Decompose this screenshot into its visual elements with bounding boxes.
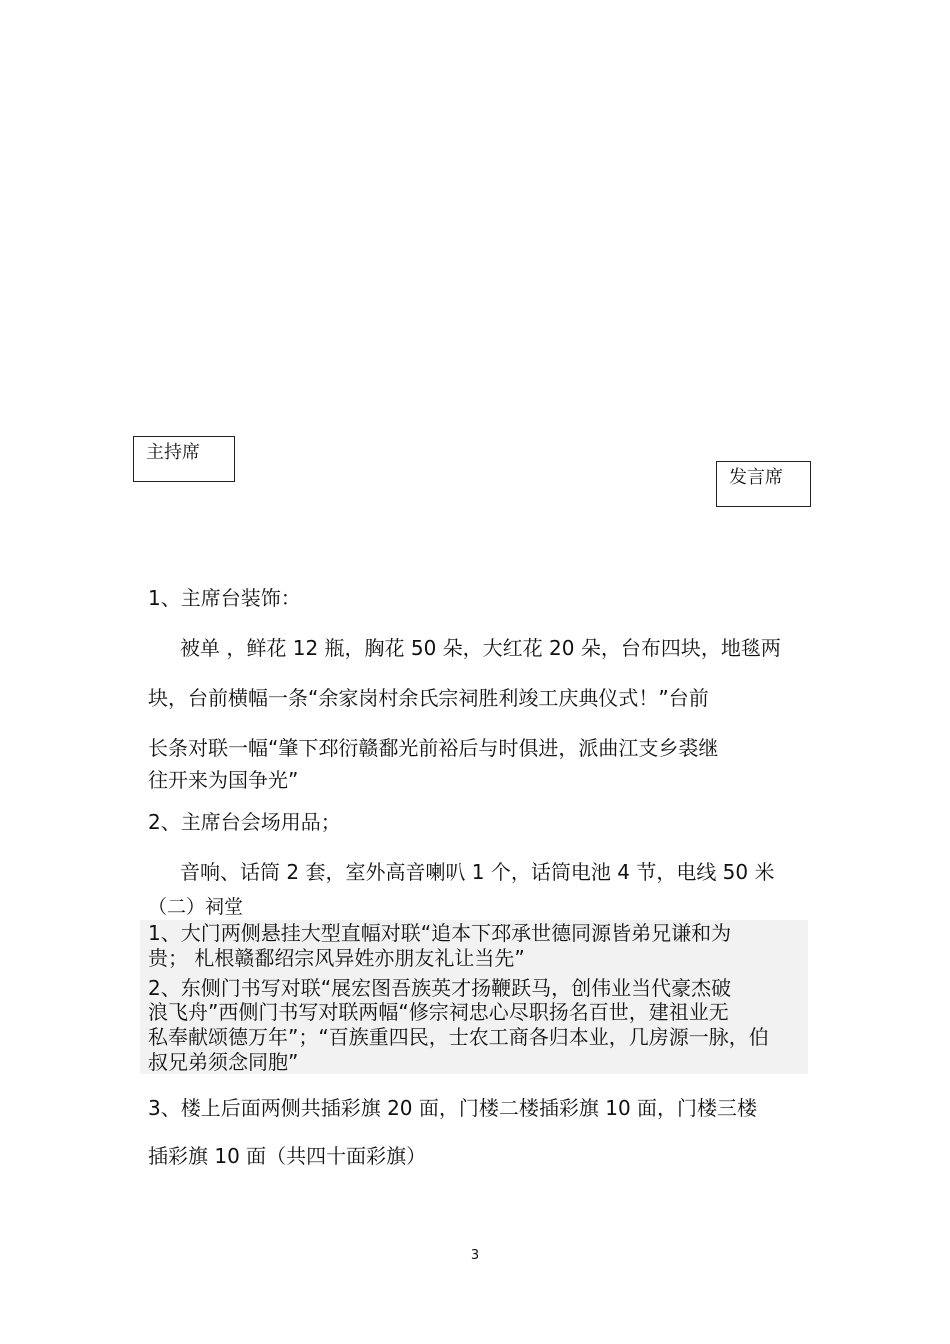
hall-item1-line-1: 1、大门两侧悬挂大型直幅对联“追本下邳承世德同源皆弟兄谦和为 (148, 921, 732, 945)
hall-item2-line-3: 私奉献颂德万年”；“百族重四民，士农工商各归本业，几房源一脉，伯 (148, 1025, 769, 1049)
hall-item2-line-2: 浪飞舟”西侧门书写对联两幅“修宗祠忠心尽职扬名百世，建祖业无 (148, 1000, 729, 1024)
hall-item2-line-4: 叔兄弟须念同胞” (148, 1050, 299, 1074)
ancestral-hall-heading: （二）祠堂 (148, 896, 244, 918)
section2-heading: 2、主席台会场用品； (148, 810, 341, 834)
section2-line: 音响、话筒 2 套，室外高音喇叭 1 个，话筒电池 4 节，电线 50 米 (180, 860, 775, 884)
hall-item2-line-1: 2、东侧门书写对联“展宏图吾族英才扬鞭跃马，创伟业当代豪杰破 (148, 976, 732, 1000)
speaker-seat-label: 发言席 (729, 467, 783, 488)
hall-item1-line-2: 贵； 札根赣鄱绍宗风异姓亦朋友礼让当先” (148, 946, 525, 970)
section1-line-3: 长条对联一幅“肇下邳衍赣鄱光前裕后与时俱进，派曲江支乡裘继 (148, 736, 719, 760)
section1-heading: 1、主席台装饰： (148, 586, 301, 610)
page-number: 3 (470, 1248, 480, 1263)
section1-line-4: 往开来为国争光” (148, 768, 299, 792)
section3-line-2: 插彩旗 10 面（共四十面彩旗） (148, 1144, 427, 1168)
host-seat-box (133, 436, 235, 482)
speaker-seat-box (716, 461, 811, 507)
section1-line-1: 被单 ，鲜花 12 瓶，胸花 50 朵，大红花 20 朵，台布四块，地毯两 (180, 636, 781, 660)
section1-line-2: 块，台前横幅一条“余家岗村余氏宗祠胜利竣工庆典仪式！”台前 (148, 686, 709, 710)
host-seat-label: 主持席 (146, 442, 200, 463)
section3-line-1: 3、楼上后面两侧共插彩旗 20 面，门楼二楼插彩旗 10 面，门楼三楼 (148, 1096, 758, 1120)
